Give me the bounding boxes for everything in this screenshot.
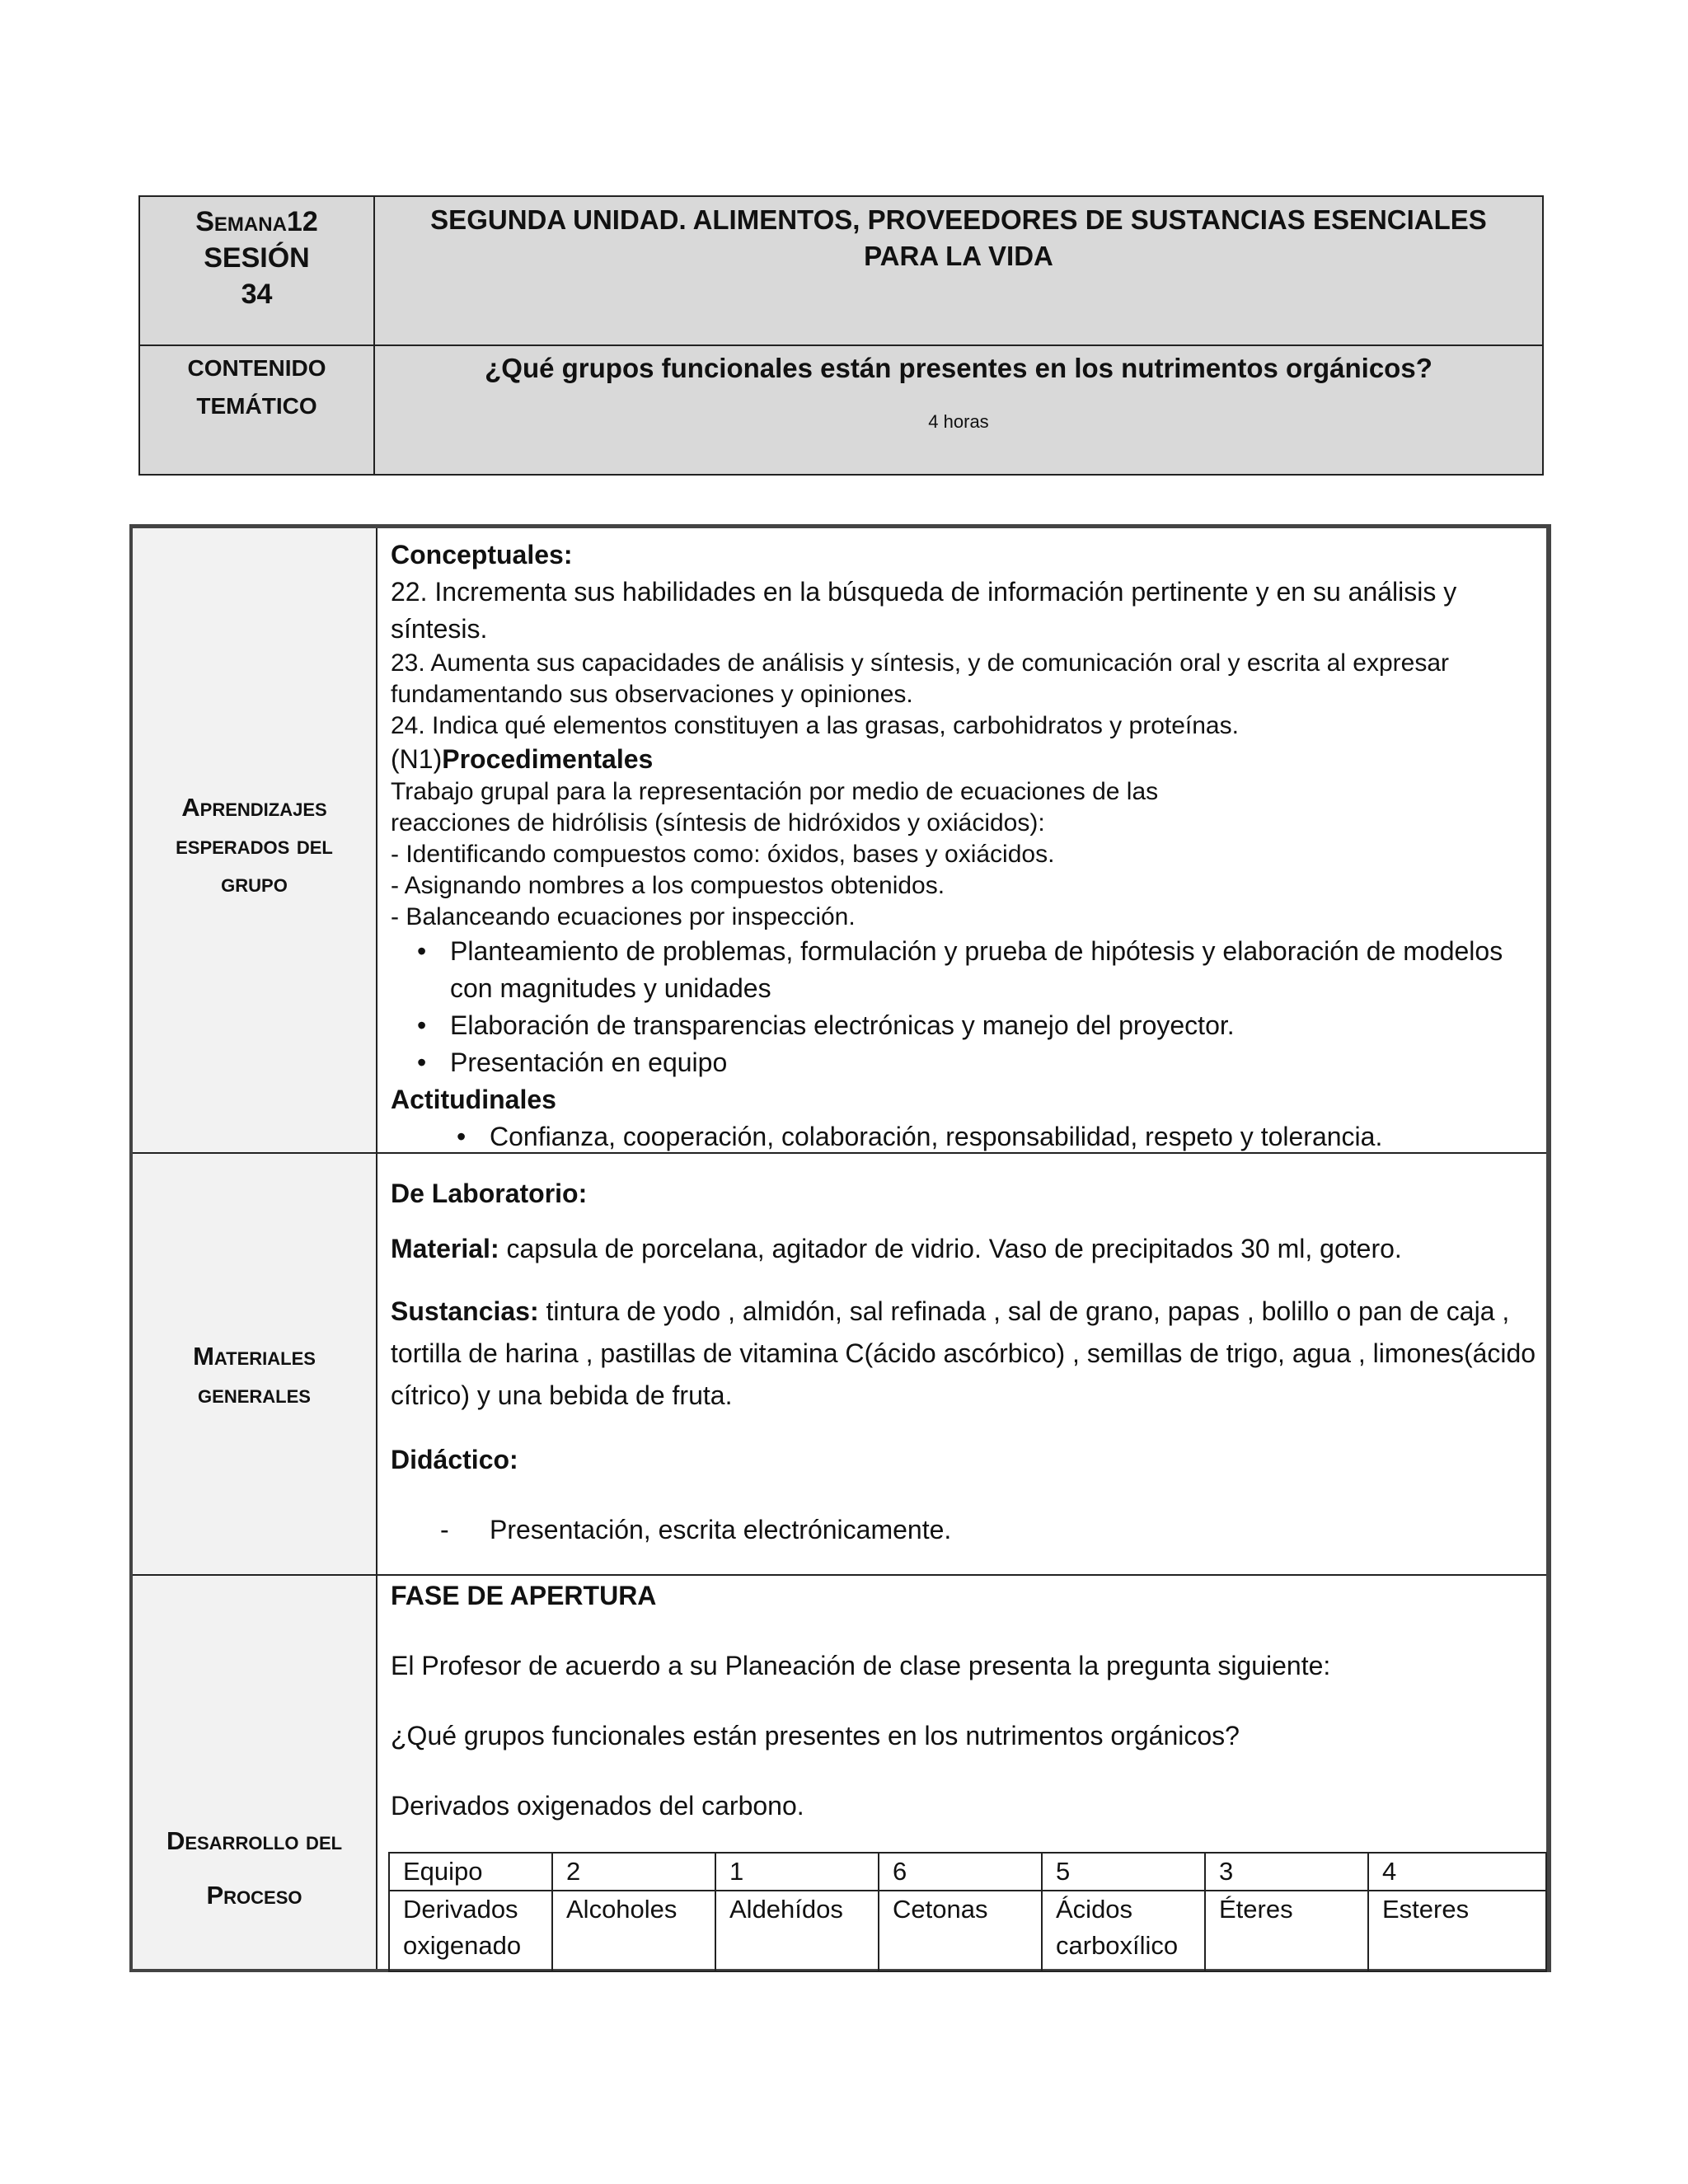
procedimentales-heading: Procedimentales: [442, 744, 654, 774]
week-number: 12: [286, 206, 318, 237]
materiales-content: [391, 1175, 1536, 1549]
procedure-line-4: - Asignando nombres a los compuestos obtenidos.: [391, 872, 945, 899]
session-number: 34: [241, 279, 273, 310]
table-cell: 5: [1042, 1853, 1205, 1891]
sustancias-text: tintura de yodo , almidón, sal refinada , sal de grano, papas , bolillo o pan de caja , tortilla de harina , pastillas de vitamina C(ácido ascórbico) , semillas de trigo, agua , limones(ácido cítrico) y una bebida de fruta.: [391, 1296, 1536, 1410]
content-label-line-2: TEMÁTICO: [196, 393, 317, 419]
actitudinales-bullet: • Confianza, cooperación, colaboración, responsabilidad, respeto y tolerancia.: [391, 1118, 1536, 1155]
session-question: ¿Qué grupos funcionales están presentes en los nutrimentos orgánicos?: [485, 353, 1432, 383]
desarrollo-paragraph-1: El Profesor de acuerdo a su Planeación de clase presenta la pregunta siguiente:: [391, 1651, 1331, 1680]
actitudinales-heading: Actitudinales: [391, 1085, 556, 1114]
content-label-line-1: CONTENIDO: [187, 355, 326, 381]
procedure-line-1: Trabajo grupal para la representación por medio de ecuaciones de las: [391, 778, 1159, 805]
table-cell: Cetonas: [879, 1891, 1042, 1971]
n1-prefix: (N1): [391, 744, 443, 774]
aprendizajes-label-line-2: esperados del: [176, 831, 333, 860]
materiales-label-line-2: generales: [198, 1380, 311, 1408]
sustancias-line: [391, 1291, 1536, 1417]
table-cell: Alcoholes: [552, 1891, 715, 1971]
conceptuales-heading: Conceptuales:: [391, 540, 573, 569]
learning-item-24: 24. Indica qué elementos constituyen a las grasas, carbohidratos y proteínas.: [391, 712, 1239, 739]
desarrollo-paragraph-2: ¿Qué grupos funcionales están presentes en los nutrimentos orgánicos?: [391, 1721, 1240, 1750]
didactico-item: - Presentación, escrita electrónicamente.: [391, 1511, 1536, 1549]
learning-item-23: 23. Aumenta sus capacidades de análisis y síntesis, y de comunicación oral y escrita al expresar fundamentando sus observaciones y opiniones.: [391, 649, 1449, 708]
desarrollo-label-line-1: Desarrollo del: [166, 1826, 343, 1855]
procedimentales-line: [391, 742, 1536, 776]
table-cell: 2: [552, 1853, 715, 1891]
week-session-cell: [140, 197, 373, 344]
sustancias-label: Sustancias:: [391, 1296, 539, 1326]
table-cell: Ácidos carboxílico: [1042, 1891, 1205, 1971]
session-label: SESIÓN: [204, 242, 310, 274]
question-cell: [375, 346, 1542, 474]
table-cell: Esteres: [1368, 1891, 1546, 1971]
week-line: [140, 204, 373, 240]
procedure-line-2: reacciones de hidrólisis (síntesis de hidróxidos y oxiácidos):: [391, 809, 1045, 837]
materiales-label-line-1: Materiales: [193, 1342, 316, 1371]
session-hours: 4 horas: [928, 411, 989, 432]
table-cell: 6: [879, 1853, 1042, 1891]
header-table: [138, 195, 1544, 476]
table-cell: Éteres: [1205, 1891, 1368, 1971]
procedure-bullet: • Presentación en equipo: [391, 1044, 1536, 1081]
desarrollo-label: [133, 1814, 376, 1923]
table-cell: 4: [1368, 1853, 1546, 1891]
table-row: [389, 1853, 1546, 1891]
desarrollo-label-line-2: Proceso: [206, 1881, 302, 1910]
procedure-bullet: • Planteamiento de problemas, formulación y prueba de hipótesis y elaboración de modelos con magnitudes y unidades: [391, 933, 1536, 1007]
material-text: capsula de porcelana, agitador de vidrio. Vaso de precipitados 30 ml, gotero.: [499, 1234, 1402, 1263]
desarrollo-paragraph-3: Derivados oxigenados del carbono.: [391, 1791, 804, 1821]
aprendizajes-label-line-1: Aprendizajes: [181, 793, 327, 822]
table-cell: Derivados oxigenado: [389, 1891, 552, 1971]
content-label-cell: [140, 346, 373, 474]
row-divider-2: [133, 1574, 1546, 1576]
aprendizajes-content: [391, 537, 1536, 1155]
main-table: [129, 524, 1551, 1972]
procedure-line-3: - Identificando compuestos como: óxidos, bases y oxiácidos.: [391, 841, 1055, 868]
label-column: [133, 528, 377, 1969]
didactico-heading: Didáctico:: [391, 1445, 518, 1474]
phase-heading: FASE DE APERTURA: [391, 1581, 657, 1610]
procedure-bullet: • Elaboración de transparencias electrónicas y manejo del proyector.: [391, 1007, 1536, 1044]
desarrollo-content: [391, 1577, 1536, 1825]
laboratorio-heading: De Laboratorio:: [391, 1179, 588, 1208]
derivatives-table: [388, 1852, 1547, 1972]
table-cell: Aldehídos: [715, 1891, 879, 1971]
table-row: [389, 1891, 1546, 1971]
table-cell: Equipo: [389, 1853, 552, 1891]
procedure-line-5: - Balanceando ecuaciones por inspección.: [391, 903, 856, 930]
material-label: Material:: [391, 1234, 499, 1263]
table-cell: 3: [1205, 1853, 1368, 1891]
week-label: Semana: [195, 206, 287, 237]
materiales-label: [133, 1338, 376, 1413]
aprendizajes-label-line-3: grupo: [221, 869, 288, 898]
material-line: [391, 1230, 1536, 1268]
table-cell: 1: [715, 1853, 879, 1891]
unit-title: SEGUNDA UNIDAD. ALIMENTOS, PROVEEDORES DE SUSTANCIAS ESENCIALES PARA LA VIDA: [430, 204, 1487, 271]
aprendizajes-label: [133, 789, 376, 902]
learning-item-22: 22. Incrementa sus habilidades en la búsqueda de información pertinente y en su análisis y síntesis.: [391, 577, 1457, 644]
